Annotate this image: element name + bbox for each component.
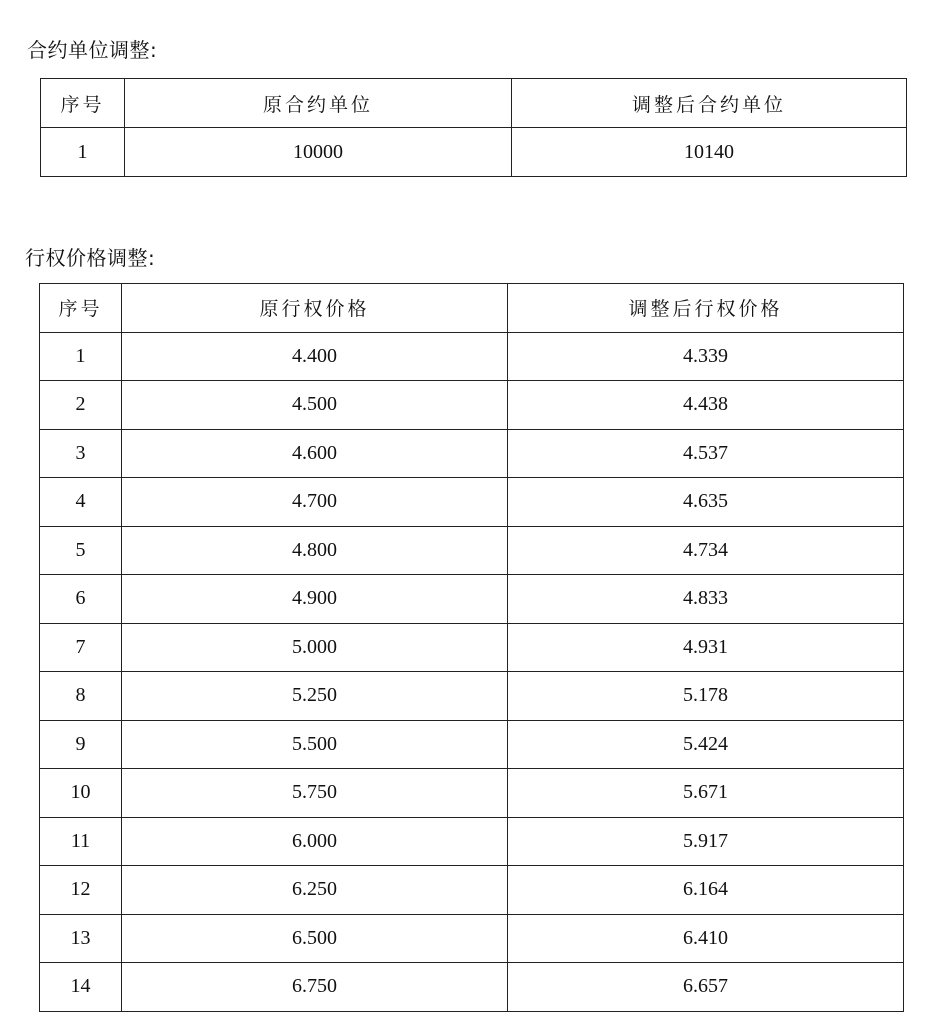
original-price: 6.250 (122, 866, 508, 915)
adjusted-price: 5.424 (508, 720, 904, 769)
table-row (40, 575, 904, 624)
original-price: 4.500 (122, 381, 508, 430)
strike-price-section-title: 行权价格调整: (25, 246, 156, 270)
adjusted-price: 5.917 (508, 817, 904, 866)
adjusted-price: 6.410 (508, 914, 904, 963)
row-index: 11 (40, 817, 122, 866)
original-price: 6.000 (122, 817, 508, 866)
table-row (40, 769, 904, 818)
original-price: 4.700 (122, 478, 508, 527)
row-index: 3 (40, 429, 122, 478)
adjusted-price: 4.537 (508, 429, 904, 478)
table-header-row (40, 284, 904, 333)
header-index: 序号 (41, 79, 125, 128)
header-adjusted-price: 调整后行权价格 (508, 284, 904, 333)
contract-unit-table (40, 78, 907, 177)
table-row (40, 866, 904, 915)
original-price: 6.750 (122, 963, 508, 1012)
table-row (40, 963, 904, 1012)
row-index: 7 (40, 623, 122, 672)
table-row (40, 332, 904, 381)
table-row (40, 623, 904, 672)
row-index: 10 (40, 769, 122, 818)
original-price: 5.750 (122, 769, 508, 818)
adjusted-price: 4.339 (508, 332, 904, 381)
adjusted-price: 6.164 (508, 866, 904, 915)
table-row (40, 381, 904, 430)
header-index: 序号 (40, 284, 122, 333)
original-price: 4.800 (122, 526, 508, 575)
table-row (40, 429, 904, 478)
header-original-unit: 原合约单位 (125, 79, 512, 128)
original-unit: 10000 (125, 128, 512, 177)
row-index: 13 (40, 914, 122, 963)
row-index: 14 (40, 963, 122, 1012)
adjusted-price: 5.671 (508, 769, 904, 818)
row-index: 9 (40, 720, 122, 769)
contract-unit-section-title: 合约单位调整: (27, 38, 158, 62)
adjusted-unit: 10140 (512, 128, 907, 177)
row-index: 12 (40, 866, 122, 915)
row-index: 2 (40, 381, 122, 430)
row-index: 1 (41, 128, 125, 177)
adjusted-price: 4.734 (508, 526, 904, 575)
original-price: 4.400 (122, 332, 508, 381)
header-original-price: 原行权价格 (122, 284, 508, 333)
table-row (40, 720, 904, 769)
adjusted-price: 4.833 (508, 575, 904, 624)
table-row (40, 914, 904, 963)
original-price: 6.500 (122, 914, 508, 963)
adjusted-price: 4.635 (508, 478, 904, 527)
row-index: 8 (40, 672, 122, 721)
row-index: 6 (40, 575, 122, 624)
original-price: 5.250 (122, 672, 508, 721)
table-header-row (41, 79, 907, 128)
table-row (40, 526, 904, 575)
original-price: 4.600 (122, 429, 508, 478)
row-index: 1 (40, 332, 122, 381)
original-price: 5.000 (122, 623, 508, 672)
table-row (40, 817, 904, 866)
original-price: 4.900 (122, 575, 508, 624)
original-price: 5.500 (122, 720, 508, 769)
table-row (40, 478, 904, 527)
row-index: 5 (40, 526, 122, 575)
row-index: 4 (40, 478, 122, 527)
table-row (40, 672, 904, 721)
adjusted-price: 6.657 (508, 963, 904, 1012)
strike-price-table (39, 283, 904, 1012)
adjusted-price: 5.178 (508, 672, 904, 721)
header-adjusted-unit: 调整后合约单位 (512, 79, 907, 128)
adjusted-price: 4.438 (508, 381, 904, 430)
table-row (41, 128, 907, 177)
adjusted-price: 4.931 (508, 623, 904, 672)
